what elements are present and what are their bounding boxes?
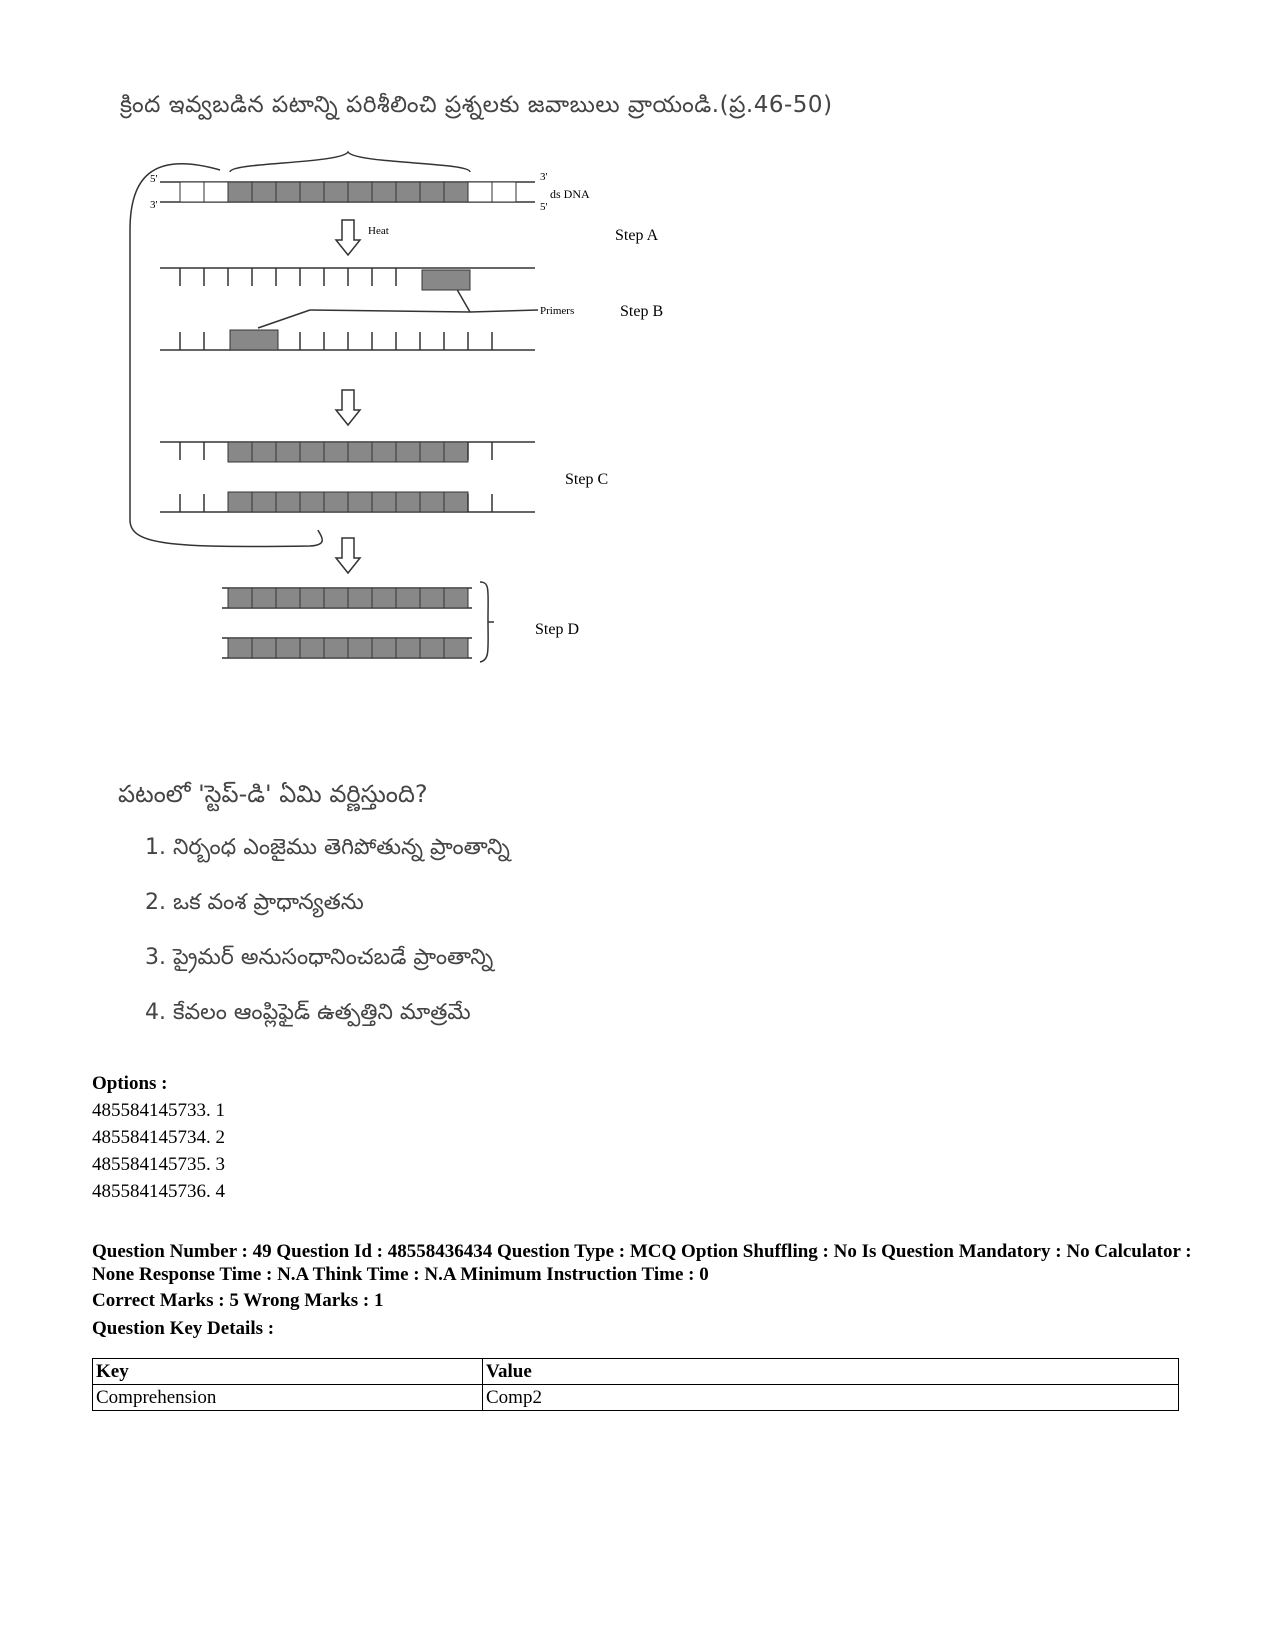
dna-cell [180,182,204,202]
dna-cell [372,442,396,462]
option-item: 485584145734. 2 [92,1127,225,1148]
dna-cell [228,182,252,202]
question-text: పటంలో 'స్టెప్-డి' ఏమి వర్ణిస్తుంది? [118,780,428,808]
dna-cell [348,182,372,202]
key-details-title: Question Key Details : [92,1318,275,1339]
dna-cell [420,588,444,608]
step-b-label: Step B [620,303,664,320]
table-cell: Comprehension [93,1385,483,1411]
dna-cell [252,182,276,202]
dna-cell [444,638,468,658]
choice-4: 4. కేవలం ఆంప్లిఫైడ్ ఉత్పత్తిని మాత్రమే [145,1000,471,1025]
dna-cell [300,638,324,658]
dna-cell [396,638,420,658]
end-label: 3' [150,199,158,211]
dna-cell [396,182,420,202]
dna-cell [444,492,468,512]
table-cell: Comp2 [483,1385,1179,1411]
options-title: Options : [92,1073,168,1094]
ds-dna-label: ds DNA [550,187,590,201]
dna-cell [324,492,348,512]
dna-cell [228,638,252,658]
table-header-cell: Key [93,1359,483,1385]
dna-cell [324,638,348,658]
dna-cell [444,182,468,202]
dna-cell [372,492,396,512]
choice-2: 2. ఒక వంశ ప్రాధాన్యతను [145,890,364,915]
dna-cell [444,442,468,462]
end-label: 5' [150,173,158,185]
option-item: 485584145736. 4 [92,1181,225,1202]
dna-cell [348,442,372,462]
table-row [93,1385,1179,1411]
heat-label: Heat [368,225,389,237]
dna-cell [372,638,396,658]
dna-cell [228,492,252,512]
key-details-table [92,1358,1179,1411]
dna-cell [300,182,324,202]
dna-cell [348,638,372,658]
dna-cell [300,442,324,462]
dna-cell [348,492,372,512]
dna-cell [276,638,300,658]
step-c-label: Step C [565,471,609,488]
dna-cell [444,588,468,608]
dna-cell [324,588,348,608]
option-item: 485584145733. 1 [92,1100,225,1121]
marks-line: Correct Marks : 5 Wrong Marks : 1 [92,1290,384,1311]
option-item: 485584145735. 3 [92,1154,225,1175]
dna-cell [420,442,444,462]
dna-cell [420,182,444,202]
dna-cell [276,182,300,202]
primers-label: Primers [540,305,575,317]
dna-cell [252,442,276,462]
dna-cell [276,442,300,462]
step-a-label: Step A [615,227,659,244]
table-header-cell: Value [483,1359,1179,1385]
step-d-label: Step D [535,621,579,638]
ds-dna-duplex [160,182,535,202]
dna-cell [252,588,276,608]
pcr-diagram [110,140,710,700]
dna-cell [324,182,348,202]
dna-cell [348,588,372,608]
dna-cell [324,442,348,462]
dna-cell [204,182,228,202]
table-header-row [93,1359,1179,1385]
dna-cell [396,588,420,608]
dna-cell [396,442,420,462]
dna-cell [492,182,516,202]
dna-cell [252,638,276,658]
question-meta: Question Number : 49 Question Id : 48558436434 Question Type : MCQ Option Shuffling : No Is Question Mandatory : No Calculator : None Response Time : N.A Think Time : N.A Minimum Instruction Time : 0 [92,1241,1192,1285]
dna-cell [420,638,444,658]
dna-cell [396,492,420,512]
dna-cell [372,588,396,608]
dna-cell [300,588,324,608]
dna-cell [372,182,396,202]
dna-cell [420,492,444,512]
choice-3: 3. ప్రైమర్ అనుసంధానించబడే ప్రాంతాన్ని [145,945,494,970]
dna-cell [468,182,492,202]
choice-1: 1. నిర్బంధ ఎంజైము తెగిపోతున్న ప్రాంతాన్ని [145,835,510,860]
dna-cell [300,492,324,512]
dna-cell [276,588,300,608]
dna-cell [228,442,252,462]
dna-cell [252,492,276,512]
dna-cell [228,588,252,608]
instruction-text: క్రింద ఇవ్వబడిన పటాన్ని పరిశీలించి ప్రశ్నలకు జవాబులు వ్రాయండి.(ప్ర.46-50) [120,92,833,118]
end-label: 5' [540,201,548,213]
dna-cell [276,492,300,512]
end-label: 3' [540,171,548,183]
